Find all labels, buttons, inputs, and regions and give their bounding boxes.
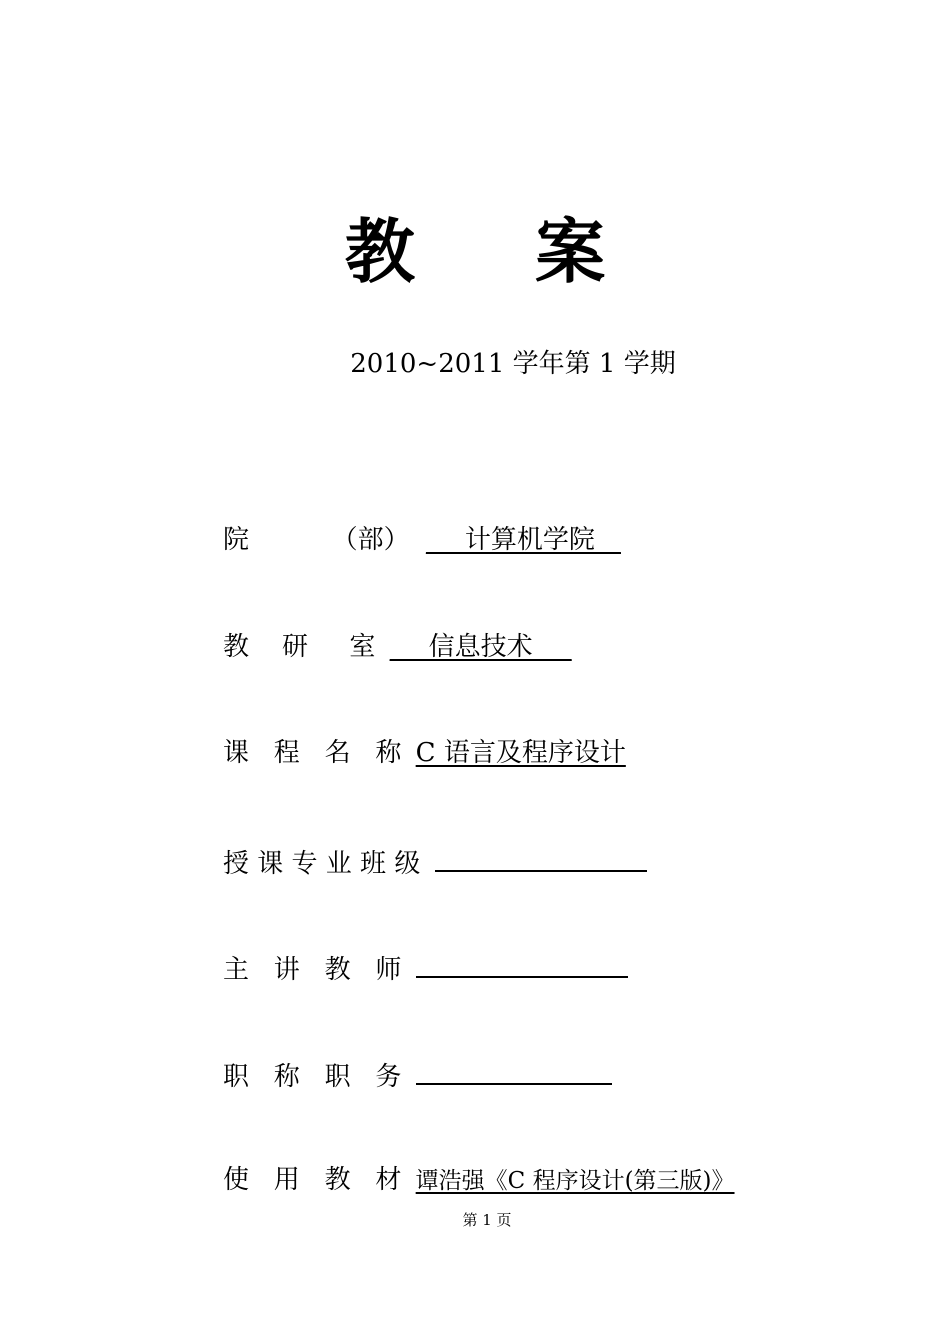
department-value: ___计算机学院__ — [425, 525, 621, 555]
course-row — [223, 735, 626, 771]
position-label: 职 称 职 务 — [223, 1062, 402, 1092]
class-blank — [435, 842, 647, 872]
semester-line: 2010~2011 学年第 1 学期 — [350, 349, 676, 379]
textbook-label: 使 用 教 材 — [223, 1165, 402, 1195]
textbook-row — [223, 1162, 735, 1199]
teacher-row — [223, 948, 628, 988]
class-label: 授 课 专 业 班 级 — [223, 849, 421, 879]
class-row — [223, 842, 647, 882]
office-row — [223, 629, 572, 665]
teacher-blank — [416, 948, 628, 978]
department-label: 院 （部） — [223, 525, 410, 555]
position-blank — [416, 1055, 612, 1085]
course-value: C 语言及程序设计 — [415, 738, 626, 768]
office-value: ___信息技术___ — [389, 632, 572, 662]
course-label: 课 程 名 称 — [223, 738, 402, 768]
textbook-value: 谭浩强《C 程序设计(第三版)》 — [415, 1168, 735, 1194]
teacher-label: 主 讲 教 师 — [223, 955, 402, 985]
document-title: 教 案 — [344, 211, 654, 293]
page-number: 第 1 页 — [462, 1211, 512, 1229]
position-row — [223, 1055, 612, 1095]
office-label: 教 研 室 — [223, 632, 376, 662]
department-row — [223, 522, 621, 558]
